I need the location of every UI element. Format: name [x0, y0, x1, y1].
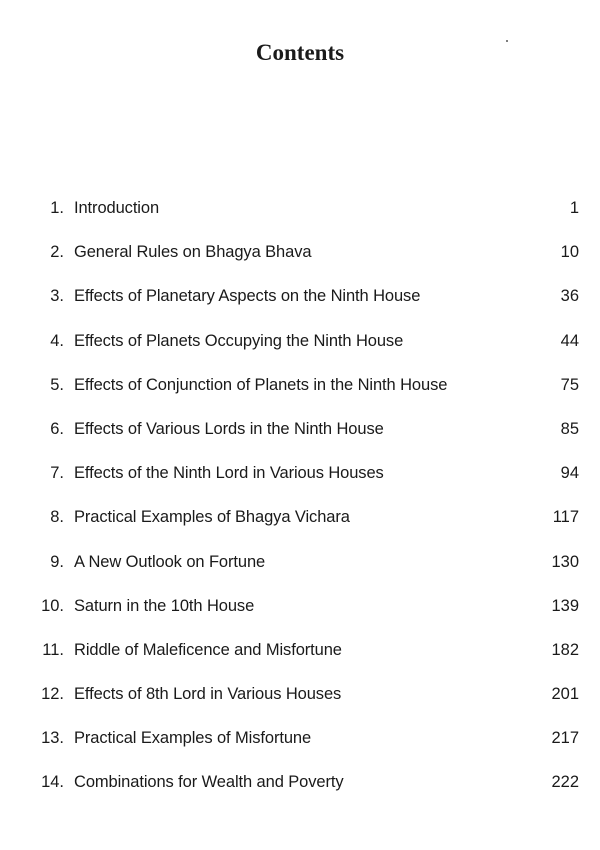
- toc-entry: [0, 641, 600, 685]
- entry-page-number: 75: [560, 375, 579, 394]
- entry-title: A New Outlook on Fortune: [74, 552, 266, 571]
- entry-title: Effects of Various Lords in the Ninth House: [74, 419, 384, 438]
- entry-page-number: 139: [551, 596, 579, 615]
- entry-number: 12.: [41, 685, 64, 704]
- entry-page-number: 36: [560, 287, 579, 306]
- toc-entry: [0, 508, 600, 552]
- table-of-contents: [0, 199, 600, 818]
- entry-title: Riddle of Maleficence and Misfortune: [74, 640, 342, 659]
- entry-page-number: 222: [551, 773, 579, 792]
- entry-page-number: 117: [552, 508, 579, 527]
- entry-title: Practical Examples of Misfortune: [74, 729, 312, 748]
- entry-number: 11.: [42, 640, 64, 659]
- toc-entry: [0, 243, 600, 287]
- entry-number: 14.: [41, 773, 64, 792]
- entry-number: 2.: [50, 243, 64, 262]
- entry-number: 3.: [50, 287, 64, 306]
- scan-speck: [506, 40, 508, 42]
- toc-entry: [0, 464, 600, 508]
- entry-page-number: 94: [560, 464, 579, 483]
- toc-entry: [0, 332, 600, 376]
- entry-page-number: 85: [560, 419, 579, 438]
- entry-title: Effects of Conjunction of Planets in the Ninth House: [74, 375, 448, 394]
- entry-title: Effects of Planets Occupying the Ninth House: [74, 331, 404, 350]
- toc-entry: [0, 597, 600, 641]
- toc-entry: [0, 376, 600, 420]
- entry-page-number: 1: [569, 199, 579, 217]
- entry-number: 7.: [50, 464, 64, 483]
- entry-number: 6.: [50, 419, 64, 438]
- entry-number: 10.: [41, 596, 64, 615]
- toc-entry: [0, 287, 600, 331]
- page-title: Contents: [255, 40, 345, 65]
- entry-title: Effects of Planetary Aspects on the Ninth House: [74, 287, 421, 306]
- entry-title: General Rules on Bhagya Bhava: [74, 243, 312, 262]
- entry-number: 9.: [50, 552, 64, 571]
- toc-entry: [0, 729, 600, 773]
- entry-page-number: 44: [560, 331, 579, 350]
- toc-entry: [0, 420, 600, 464]
- entry-number: 5.: [50, 375, 64, 394]
- entry-number: 1.: [50, 199, 64, 217]
- toc-entry: [0, 199, 600, 243]
- entry-title: Saturn in the 10th House: [74, 596, 255, 615]
- entry-number: 13.: [41, 729, 64, 748]
- entry-page-number: 10: [560, 243, 579, 262]
- entry-title: Combinations for Wealth and Poverty: [74, 773, 344, 792]
- toc-entry: [0, 553, 600, 597]
- entry-page-number: 201: [551, 685, 579, 704]
- entry-number: 4.: [50, 331, 64, 350]
- entry-page-number: 217: [551, 729, 579, 748]
- entry-number: 8.: [50, 508, 64, 527]
- toc-entry: [0, 685, 600, 729]
- entry-page-number: 182: [551, 640, 579, 659]
- entry-title: Effects of 8th Lord in Various Houses: [74, 685, 342, 704]
- entry-title: Practical Examples of Bhagya Vichara: [74, 508, 350, 527]
- toc-entry: [0, 773, 600, 817]
- entry-title: Effects of the Ninth Lord in Various Houses: [74, 464, 384, 483]
- entry-page-number: 130: [551, 552, 579, 571]
- entry-title: Introduction: [74, 199, 160, 217]
